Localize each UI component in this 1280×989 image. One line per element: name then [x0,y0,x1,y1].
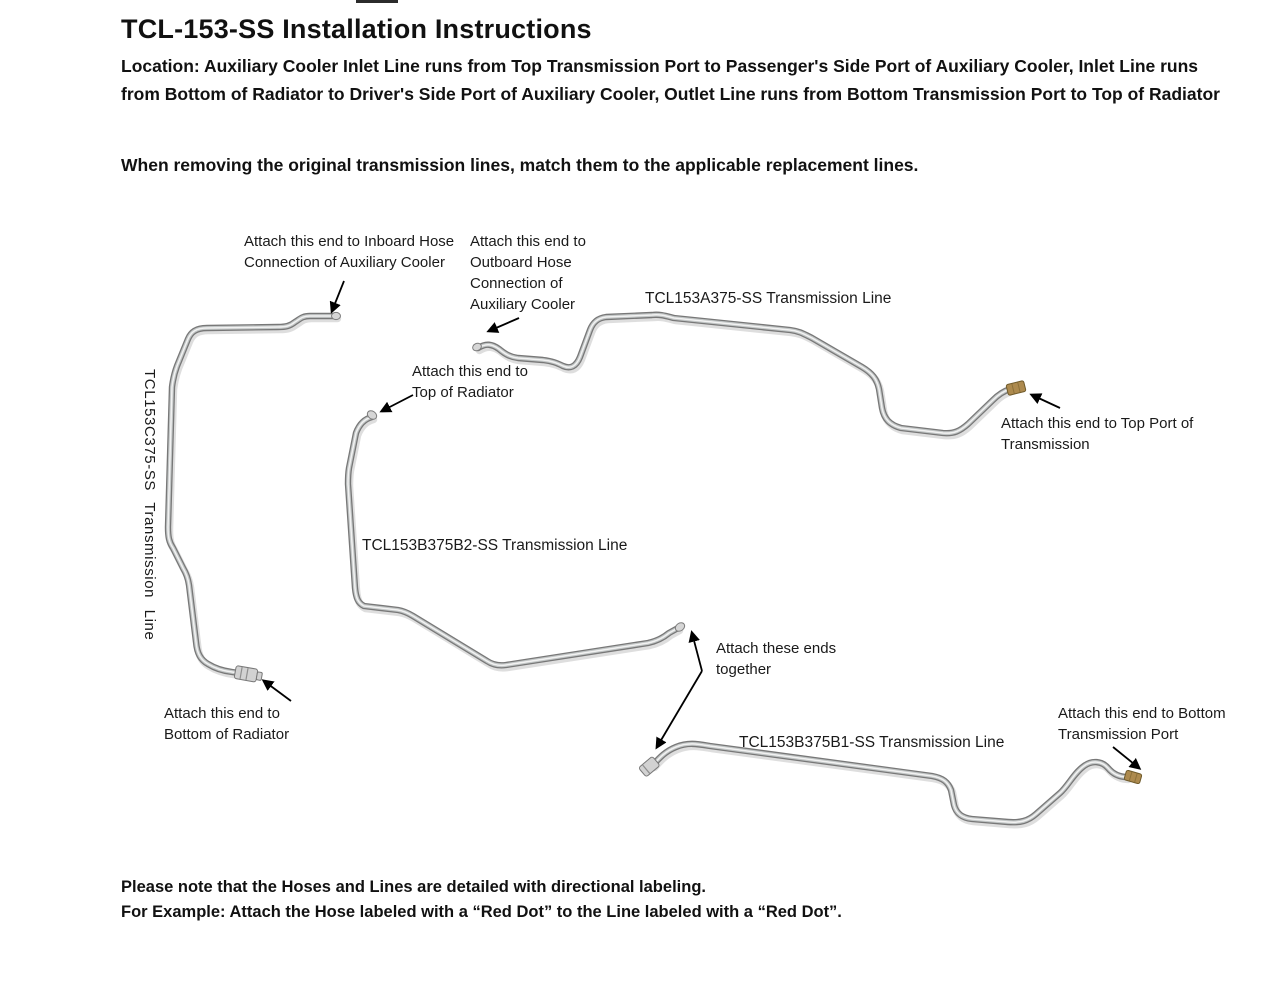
callout-arrows [264,281,1139,768]
arrow-bottom-radiator [264,681,291,701]
callout-bottom-radiator: Attach this end to Bottom of Radiator [164,705,290,743]
arrow-inboard-cooler [332,281,344,311]
part-label-line-b2: TCL153B375B2-SS Transmission Line [362,537,628,554]
callout-outboard-cooler: Attach this end to Outboard Hose Connection of Auxiliary Cooler [470,233,586,313]
arrow-outboard-cooler [489,318,519,331]
callout-ends-together: Attach these ends together [716,640,837,678]
location-paragraph: Location: Auxiliary Cooler Inlet Line runs from Top Transmission Port to Passenger's Side Port of Auxiliary Cooler, Inlet Line runs from Bottom of Radiator to Driver's Side Port of Auxiliary Cooler, Outlet Line runs from Bottom Transmission Port to Top of Radiator [121,56,1220,104]
transmission-line-c-tube [168,312,341,683]
footer-note-line-2: For Example: Attach the Hose labeled with a “Red Dot” to the Line labeled with a “Red Dot”. [121,903,842,921]
callout-bottom-transmission-port: Attach this end to Bottom Transmission Port [1058,705,1226,743]
transmission-line-a-tube [471,315,1026,436]
callout-top-transmission-port: Attach this end to Top Port of Transmission [1001,415,1194,453]
footer-note-line-1: Please note that the Hoses and Lines are detailed with directional labeling. [121,878,706,896]
transmission-line-b1-tube [638,744,1142,825]
line-a-transmission-fitting [1006,380,1026,395]
removal-instruction: When removing the original transmission lines, match them to the applicable replacement lines. [121,155,919,175]
arrow-top-radiator [382,395,413,411]
page-title: TCL-153-SS Installation Instructions [121,14,592,44]
line-c-radiator-fitting [234,666,263,683]
arrow-ends-together-lower [657,671,702,747]
arrow-bottom-transmission-port [1113,747,1139,768]
callout-top-radiator: Attach this end to Top of Radiator [412,363,528,401]
callout-inboard-cooler: Attach this end to Inboard Hose Connection of Auxiliary Cooler [244,233,455,271]
part-label-line-b1: TCL153B375B1-SS Transmission Line [739,734,1005,751]
line-c-inboard-end-flare [332,312,341,319]
footer-notes [121,875,1171,925]
arrow-top-transmission-port [1032,395,1060,408]
part-label-line-a: TCL153A375-SS Transmission Line [645,290,892,307]
arrow-ends-together-upper [692,633,702,671]
part-label-line-c: TCL153C375-SS Transmission Line [141,369,158,641]
